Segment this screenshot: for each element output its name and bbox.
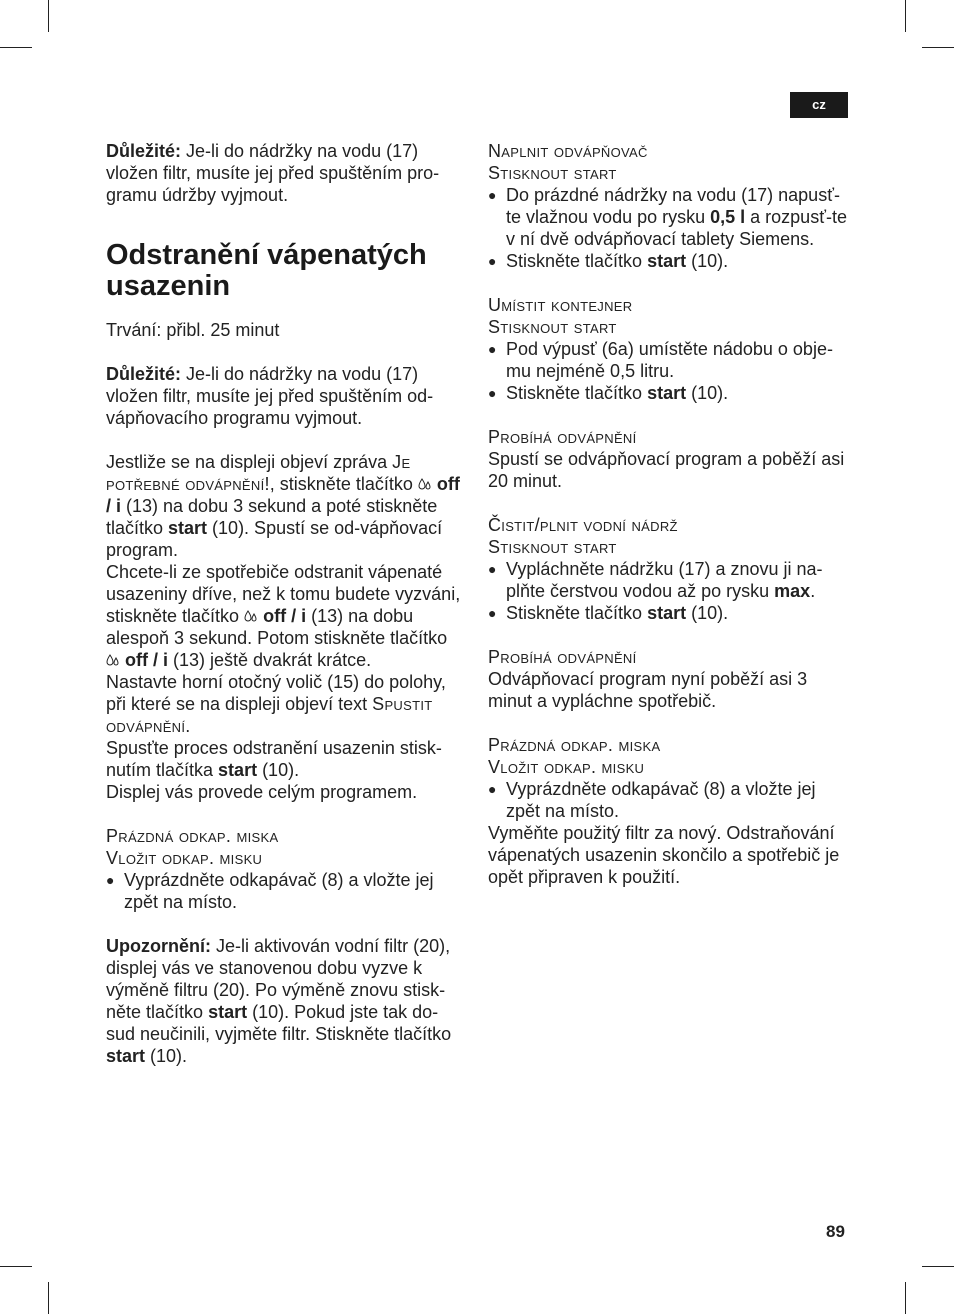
paragraph-start: Spusťte proces odstranění usazenin stisk-nutím tlačítka start (10). — [106, 738, 442, 780]
bullet-list — [488, 184, 850, 272]
important-note-2 — [106, 363, 466, 429]
list-item: ● Pod výpusť (6a) umístěte nádobu o obje-mu nejméně 0,5 litru. — [488, 338, 850, 382]
note-text: Je-li do nádržky na vodu (17) vložen filtr, musíte jej před spuštěním od-vápňovacího programu vyjmout. — [106, 364, 434, 428]
display-message: Stisknout start — [488, 163, 617, 183]
bullet-list — [488, 338, 850, 404]
list-item: ● Vyprázdněte odkapávač (8) a vložte jej zpět na místo. — [488, 778, 850, 822]
paragraph-selector: Nastavte horní otočný volič (15) do polohy, při které se na displeji objeví text Spustit odvápnění. — [106, 672, 446, 736]
section-heading: Odstranění vápenatých usazenin — [106, 239, 427, 302]
page-number: 89 — [826, 1222, 845, 1241]
language-tab: cz — [790, 92, 848, 118]
display-message: Naplnit odvápňovač — [488, 141, 648, 161]
drops-icon — [418, 477, 432, 491]
important-note-1 — [106, 140, 466, 206]
crop-mark — [48, 1282, 49, 1314]
list-item: ● Stiskněte tlačítko start (10). — [488, 602, 850, 624]
crop-mark — [905, 0, 906, 32]
bullet-list — [488, 778, 850, 822]
note-label: Upozornění: — [106, 936, 211, 956]
right-column — [488, 140, 850, 888]
note-label: Důležité: — [106, 364, 182, 384]
start-button-label: start — [168, 518, 208, 538]
list-item: ● Vypláchněte nádržku (17) a znovu ji na-plňte čerstvou vodou až po rysku max. — [488, 558, 850, 602]
drops-icon — [244, 609, 258, 623]
note-label: Důležité: — [106, 141, 182, 161]
warning-note: Upozornění: Je-li aktivován vodní filtr (20), displej vás ve stanovenou dobu vyzve k výměně filtru (20). Po výměně znovu stisk-něte tlačítko start (10). Pokud jste tak do-sud neučinili, vyjměte filtr. Stiskněte tlačítko start (10). — [106, 936, 452, 1066]
display-message: Stisknout start — [488, 537, 617, 557]
list-item: ● Stiskněte tlačítko start (10). — [488, 250, 850, 272]
crop-mark — [0, 1266, 32, 1267]
left-column — [106, 140, 466, 1067]
duration-text: Trvání: přibl. 25 minut — [106, 320, 280, 340]
display-message: Spustit odvápnění — [106, 694, 433, 736]
start-button-label: start — [218, 760, 258, 780]
display-message: Probíhá odvápnění — [488, 647, 637, 667]
display-message: Je potřebné odvápnění! — [106, 452, 411, 494]
list-item: ● Vyprázdněte odkapávač (8) a vložte jej zpět na místo. — [106, 869, 466, 913]
paragraph-early-descaling: Chcete-li ze spotřebiče odstranit vápenaté usazeniny dříve, než k tomu budete vyzváni, stiskněte tlačítko off / i (13) na dobu alespoň 3 sekund. Potom stiskněte tlačítko off / i (13) ještě dvakrát krátce. — [106, 562, 461, 670]
bullet-list — [488, 558, 850, 624]
display-message: Čistit/plnit vodní nádrž — [488, 515, 678, 535]
list-item: ● Stiskněte tlačítko start (10). — [488, 382, 850, 404]
display-message: Vložit odkap. misku — [488, 757, 645, 777]
display-message: Prázdná odkap. miska — [106, 826, 279, 846]
drops-icon — [106, 653, 120, 667]
display-message: Vložit odkap. misku — [106, 848, 263, 868]
paragraph: Odvápňovací program nyní poběží asi 3 minut a vypláchne spotřebič. — [488, 669, 808, 711]
crop-mark — [922, 1266, 954, 1267]
start-button-label: start — [208, 1002, 248, 1022]
crop-mark — [905, 1282, 906, 1314]
paragraph-display-message: Jestliže se na displeji objeví zpráva Je potřebné odvápnění!, stiskněte tlačítko off / i (13) na dobu 3 sekund a poté stiskněte tlačítko start (10). Spustí se od-vápňovací program. — [106, 452, 460, 560]
paragraph: Vyměňte použitý filtr za nový. Odstraňování vápenatých usazenin skončilo a spotřebič je opět připraven k použití. — [488, 823, 840, 887]
display-message: Probíhá odvápnění — [488, 427, 637, 447]
crop-mark — [48, 0, 49, 32]
start-button-label: start — [106, 1046, 146, 1066]
crop-mark — [922, 47, 954, 48]
off-info-button-label: off / i — [125, 650, 169, 670]
note-text: Je-li do nádržky na vodu (17) vložen filtr, musíte jej před spuštěním pro-gramu údržby vyjmout. — [106, 141, 440, 205]
list-item: ● Do prázdné nádržky na vodu (17) napusť-te vlažnou vodu po rysku 0,5 l a rozpusť-te v ní dvě odvápňovací tablety Siemens. — [488, 184, 850, 250]
display-message: Stisknout start — [488, 317, 617, 337]
off-info-button-label: off / i — [106, 474, 460, 516]
crop-mark — [0, 47, 32, 48]
display-message: Umístit kontejner — [488, 295, 633, 315]
display-message: Prázdná odkap. miska — [488, 735, 661, 755]
off-info-button-label: off / i — [263, 606, 307, 626]
paragraph-guide: Displej vás provede celým programem. — [106, 782, 418, 802]
paragraph: Spustí se odvápňovací program a poběží asi 20 minut. — [488, 449, 845, 491]
bullet-list — [106, 869, 466, 913]
